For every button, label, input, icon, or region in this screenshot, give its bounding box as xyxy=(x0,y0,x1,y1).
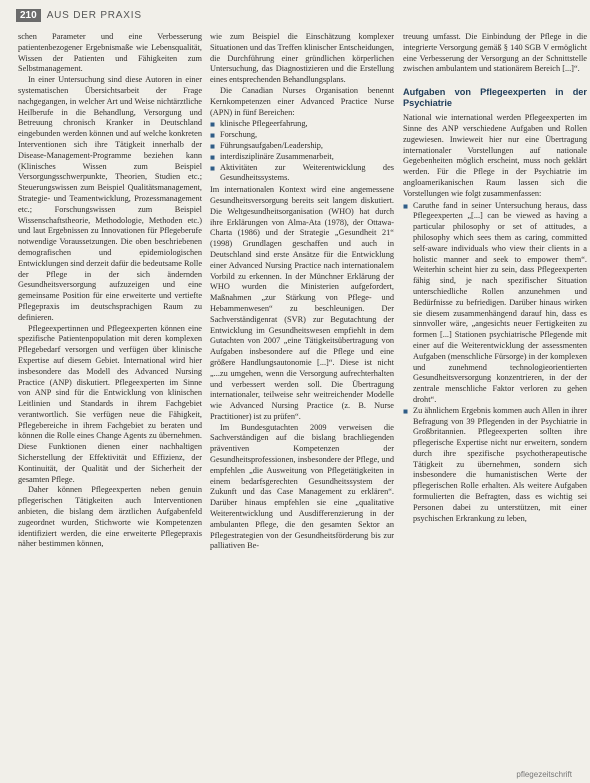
bullet-icon: ■ xyxy=(210,119,216,130)
paragraph: Im Bundesgutachten 2009 verweisen die Sachverständigen auf die bislang brachliegenden präventiven Kompetenzen der Gesundheitsprofessionen, insbesondere der Pflege, und empfehlen „die Ausweitung von Pflegetätigkeiten in einem bedarfsgerechten Gesundheitssystem der Zukunft und das Case Management zu erklären“. Darüber hinaus empfehlen sie eine „qualitative Weiterentwicklung und Ausdifferenzierung in der ambulanten Pflege, die den gesamten Sektor an Pflegestrategien von der Gesundheitsförderung bis zur palliativen Be- xyxy=(210,422,394,551)
list-item: ■ Aktivitäten zur Weiterentwicklung des Gesundheitssystems. xyxy=(210,162,394,183)
bullet-icon: ■ xyxy=(210,151,216,162)
list-item: ■ Caruthe fand in seiner Untersuchung heraus, dass Pflegeexperten „[...] can be viewed as having a particular philosophy or set of attitudes, a philosophy which sees them as caring, committed self-aware individuals who view their clients in a holistic manner and seek to empower them“. Weiterhin scheint hier zu sein, dass Pflegeexperten fähig sind, je nach spezifischer Situation unterschiedliche Rollen anzunehmen und Bedürfnisse zu befriedigen. Darüber hinaus wirken sie diesem zusammenhängend darauf hin, dass es sinnvoller wäre, „angesichts neuer Fertigkeiten zu formen [...] Stationen psychiatrische Pflegende mit einer auf die Weiterentwicklung der assessmenten Aufgaben (menschliche Fürsorge) in der komplexen und zunehmend technologieorientierten Gesundheitsversorgung konzentrieren, in der der zentrale menschliche Faktor verloren zu gehen droht“. xyxy=(403,200,587,404)
list-item: ■ Zu ähnlichem Ergebnis kommen auch Allen in ihrer Befragung von 39 Pflegenden in der Psychiatrie in Großbritannien. Pflegeexperten sollten ihre pflegerische Expertise nicht nur erweitern, sondern durch ihre spezifische psychotherapeutische Tätigkeit zu übernehmen, sondern sich insbesondere die humanistischen Werte der pflegerischen Rolle erhalten. Als weitere Aufgaben formulierten die Befragten, dass es wichtig sei Personen dabei zu unterstützen, mit einer psychischen Erkrankung zu leben, xyxy=(403,405,587,523)
paragraph: treuung umfasst. Die Einbindung der Pflege in die integrierte Versorgung gemäß § 140 SGB V ermöglicht eine Verbesserung der Versorgung an der Schnittstelle zwischen ambulantem und stationärem Bereich [...]“. xyxy=(403,32,587,74)
subheading: Aufgaben von Pflegeexperten in der Psychiatrie xyxy=(403,87,587,109)
list-item: ■ interdisziplinäre Zusammenarbeit, xyxy=(210,151,334,162)
list-item: ■ klinische Pflegeerfahrung, xyxy=(210,119,308,130)
text-column-3 xyxy=(403,32,587,760)
paragraph: wie zum Beispiel die Einschätzung komplexer Situationen und das Treffen klinischer Entscheidungen, die Durchführung einer gründlichen körperlichen Untersuchung, das Diagnostizieren und die Erstellung eines entsprechenden Behandlungsplans. xyxy=(210,32,394,85)
bullet-icon: ■ xyxy=(210,140,216,151)
task-list xyxy=(403,201,587,525)
section-title: AUS DER PRAXIS xyxy=(46,9,142,21)
paragraph: schen Parameter und eine Verbesserung patientenbezogener Ergebnismaße wie Lebensqualität, Wissen der Patienten und Fähigkeiten zum Selbstmanagement. xyxy=(18,32,202,74)
paragraph: In einer Untersuchung sind diese Autoren in einer systematischen Übersichtsarbeit der Frage nachgegangen, in welcher Art und Weise nichtärztliche Heilberufe in die Behandlung, Versorgung und Betreuung chronisch Kranker in Deutschland eingebunden werden können und auf welche konkreten Interventionen sich ihre Tätigkeit innerhalb der Disease-Management-Programme beziehen kann (Klinisches Wissen zum Beispiel Versorgungsschwerpunkte, Theorien, Studien etc.; Steuerungswissen zum Beispiel Qualitätsmanagement, Strategie- und Teamentwicklung, Prozessmanagement etc.; Forschungswissen zum Beispiel Wissenschaftstheorie, Methodologie, Methoden etc.) und laut Ergebnissen zu Innovationen für Pflegeberufe notwendige Voraussetzungen. Die oben beschriebenen demografischen und epidemiologischen Entwicklungen sind derzeit dafür die bedeutsame Rolle der Pflege in der sich ändernden Gesundheitsversorgung aufzuzeigen und eine gemeinsame Position für eine erweiterte und vertiefte Pflegepraxis im deutschsprachigen Raum zu definieren. xyxy=(18,75,202,322)
bullet-icon: ■ xyxy=(403,405,409,416)
paragraph: Im internationalen Kontext wird eine angemessene Gesundheitsversorgung bereits seit langem diskutiert. Die Weltgesundheitsorganisation (WHO) hat durch ihre Erklärungen von Alma-Ata (1978), der Ottawa-Charta (1986) und der Strategie „Gesundheit 21“ (1998) Grundlagen geschaffen und auch in Deutschland sind erste Ansätze für die Entwicklung einer Advanced Nursing Practice nach internationalem Vorbild zu erkennen. In der Münchner Erklärung der WHO wurden die Ministerien aufgefordert, Maßnahmen „zur Stärkung von Pflege- und Hebammenwesen“ zu beschleunigen. Der Sachverständigenrat (SVR) zur Begutachtung der Entwicklung im Gesundheitswesen empfiehlt in dem Gutachten von 2007 „eine Tätigkeitsübertragung von Aufgaben insbesondere auf die Pflege und eine größere Handlungsautonomie [...]“. Diese ist nicht „...zu umgehen, wenn die Versorgung aufrechterhalten und verbessert werden soll. Die Übertragung internationaler, teilweise sehr weitreichender Modelle wie Advanced Nursing Practice (z. B. Nurse Practitioner) ist zu prüfen“. xyxy=(210,185,394,421)
page-number: 210 xyxy=(16,9,41,22)
running-header xyxy=(16,7,142,23)
paragraph: National wie international werden Pflegeexperten im Sinne des ANP verschiedene Aufgaben und Rollen zugewiesen. Inwieweit hier nur eine Übertragung internationaler Vorstellungen auf nationale Gegebenheiten möglich erscheint, muss noch geklärt werden. Für die Pflege in der Psychiatrie im angloamerikanischen Raum lassen sich die Vorstellungen wie folgt zusammenfassen: xyxy=(403,113,587,198)
text-column-2 xyxy=(210,32,394,760)
list-item: ■ Forschung, xyxy=(210,130,258,141)
text-column-1 xyxy=(18,32,202,760)
footer-label: pflegezeitschrift xyxy=(516,770,572,779)
bullet-icon: ■ xyxy=(403,200,409,211)
paragraph: Pflegeexpertinnen und Pflegeexperten können eine spezifische Patientenpopulation mit deren komplexen Pflegebedarf versorgen und verfügen über klinische Expertise auf diesem Gebiet. International wird hier insbesondere das Modell des Advanced Nursing Practice (ANP) diskutiert. Pflegeexperten im Sinne von ANP sind für die Entwicklung von klinischen Leitlinien und Standards in ihrem Fachgebiet verantwortlich. Sie verfügen neue die Fähigkeit, Pflegebereiche in ihrem Fachgebiet zu beraten und können die Rolle eines Change Agents zu übernehmen. Diese Funktionen dienen einer nachhaltigen Sicherstellung der Effektivität und Effizienz, der Kontinuität, der Qualität und der Sicherheit der gesamten Pflege. xyxy=(18,323,202,484)
bullet-icon: ■ xyxy=(210,130,216,141)
list-item: ■ Führungsaufgaben/Leadership, xyxy=(210,140,323,151)
competence-list xyxy=(210,119,394,184)
paragraph: Die Canadian Nurses Organisation benennt Kernkompetenzen einer Advanced Practice Nurse (APN) in fünf Bereichen: xyxy=(210,85,394,117)
bullet-icon: ■ xyxy=(210,162,216,173)
paragraph: Daher können Pflegeexperten neben genuin pflegerischen Tätigkeiten auch Interventionen anbieten, die bislang dem ärztlichen Aufgabenfeld zugeordnet wurden, Stichworte wie Kompetenzen identifiziert werden, die eine erweiterte Pflegepraxis näher bestimmen können, xyxy=(18,485,202,549)
